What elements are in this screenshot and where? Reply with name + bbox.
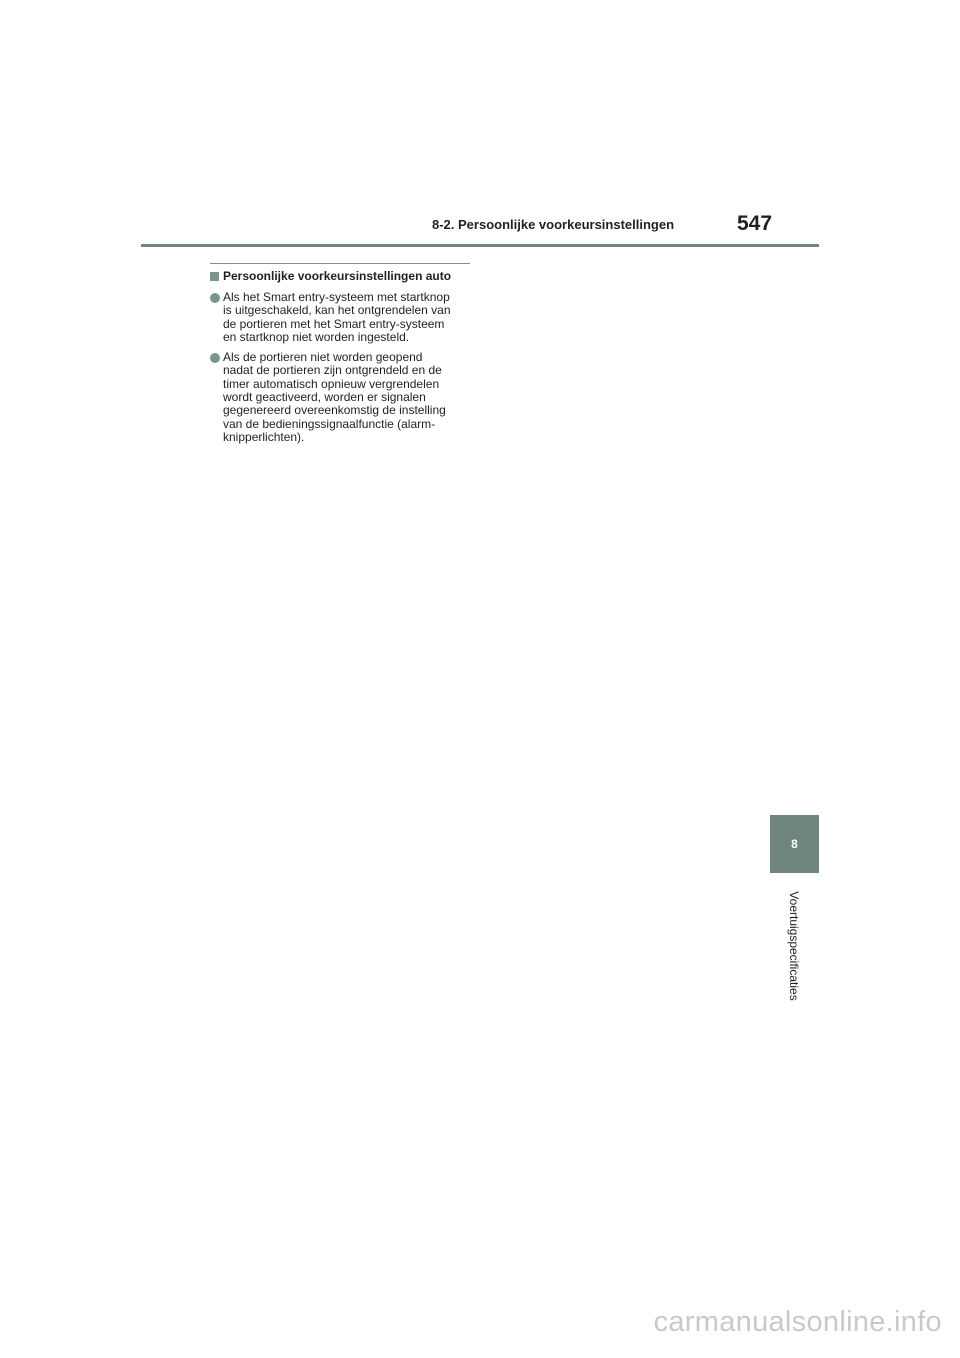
watermark: carmanualsonline.info <box>653 1306 942 1338</box>
content-block <box>210 263 470 444</box>
page-number: 547 <box>737 212 773 235</box>
bullet-line: is uitgeschakeld, kan het ontgrendelen van <box>223 303 451 318</box>
bullet-line: knipperlichten). <box>223 429 305 444</box>
bullet-line: nadat de portieren zijn ontgrendeld en de <box>223 363 442 378</box>
subheading-rule <box>210 263 470 264</box>
bullet-text <box>223 351 468 444</box>
bullet-text <box>223 291 468 344</box>
section-title: 8-2. Persoonlijke voorkeursinstellingen <box>432 217 675 232</box>
chapter-number: 8 <box>791 837 798 851</box>
chapter-tab <box>770 815 819 873</box>
bullet-line: wordt geactiveerd, worden er signalen <box>223 390 426 405</box>
bullet-item <box>210 351 470 444</box>
circle-bullet-icon <box>210 353 220 363</box>
bullet-line: de portieren met het Smart entry-systeem <box>223 316 445 331</box>
header-rule <box>141 244 819 247</box>
subheading-text: Persoonlijke voorkeursinstellingen auto <box>223 269 452 283</box>
circle-bullet-icon <box>210 293 220 303</box>
bullet-line: gegenereerd overeenkomstig de instelling <box>223 403 446 418</box>
bullet-line: Als de portieren niet worden geopend <box>223 350 423 365</box>
bullet-line: van de bedieningssignaalfunctie (alarm- <box>223 416 436 431</box>
chapter-label: Voertuigspecificaties <box>787 891 801 1001</box>
subheading <box>210 269 470 284</box>
bullet-line: en startknop niet worden ingesteld. <box>223 329 410 344</box>
bullet-item <box>210 291 470 344</box>
bullet-line: timer automatisch opnieuw vergrendelen <box>223 376 440 391</box>
bullet-line: Als het Smart entry-systeem met startknop <box>223 290 450 304</box>
square-bullet-icon <box>210 272 219 281</box>
